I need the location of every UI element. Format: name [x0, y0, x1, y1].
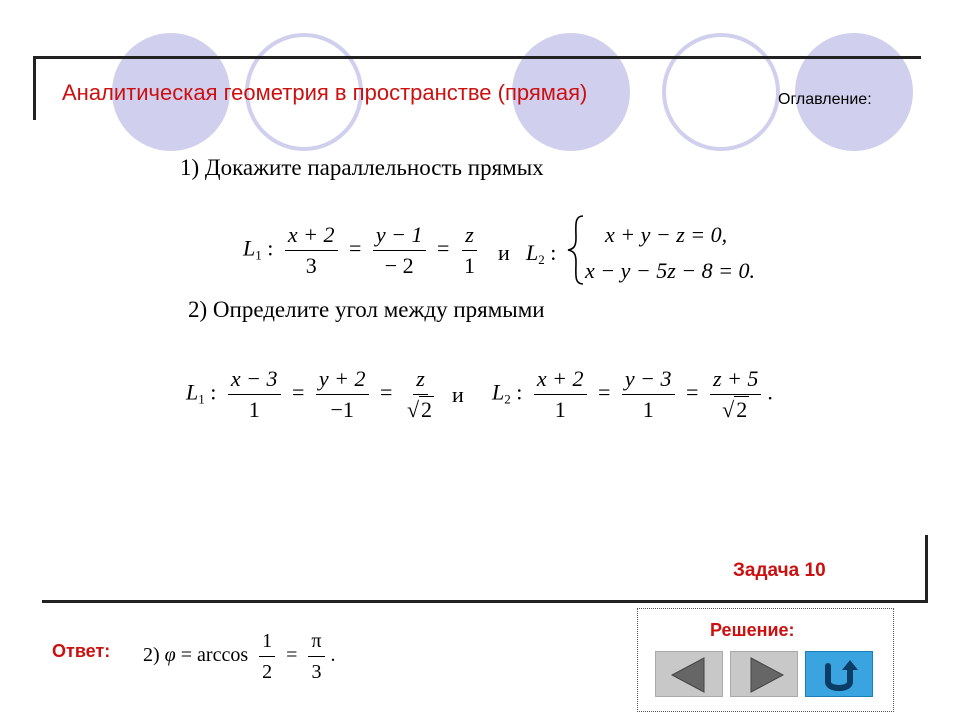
numerator: x + 2: [285, 222, 338, 251]
colon: :: [267, 235, 274, 261]
line-name: L: [526, 240, 539, 265]
line-index: 1: [255, 247, 262, 263]
denominator: 1: [642, 397, 654, 422]
fraction-x: [285, 222, 338, 279]
denominator: −1: [330, 397, 354, 422]
sqrt-symbol: √2: [406, 397, 433, 422]
fraction-x: [228, 366, 281, 423]
task2-line2-formula: [492, 366, 773, 423]
next-button[interactable]: [730, 651, 798, 697]
answer-formula: [143, 628, 336, 685]
system-line-2: x − y − 5z − 8 = 0.: [585, 258, 755, 283]
decor-ring-2: [662, 33, 780, 151]
line-index: 1: [198, 391, 205, 407]
denominator: 1: [248, 397, 260, 422]
denominator: 1: [554, 397, 566, 422]
period: .: [767, 379, 773, 405]
top-rule: [33, 56, 921, 59]
system-brace-icon: [565, 214, 587, 286]
line-index: 2: [504, 391, 511, 407]
fraction-z: [710, 366, 761, 423]
equals-sign: =: [292, 379, 305, 405]
right-rule: [925, 535, 928, 603]
phi-symbol: φ: [164, 644, 176, 667]
numerator: x − 3: [228, 366, 281, 395]
conjunction-text: и: [498, 240, 510, 265]
numerator: y − 1: [373, 222, 426, 251]
denominator: 2: [262, 661, 273, 683]
equals-sign: =: [349, 235, 362, 261]
equals-sign: =: [286, 644, 298, 667]
line-index: 2: [538, 252, 545, 267]
colon: :: [210, 379, 217, 405]
colon: :: [550, 240, 557, 265]
page-title: Аналитическая геометрия в пространстве (прямая): [62, 80, 588, 105]
equals-sign: =: [686, 379, 699, 405]
denominator: 3: [305, 253, 317, 278]
line-name: L: [243, 235, 256, 261]
fraction-y: [316, 366, 369, 423]
fraction-half: [259, 628, 275, 685]
period: .: [330, 644, 336, 667]
sqrt-symbol: √2: [722, 397, 748, 422]
solution-button[interactable]: Решение:: [710, 620, 795, 640]
numerator: z: [462, 222, 477, 251]
denominator: 3: [311, 661, 322, 683]
denominator: [404, 395, 437, 423]
task2-heading: 2) Определите угол между прямыми: [188, 297, 545, 322]
task1-line1-formula: [243, 222, 484, 279]
numerator: z + 5: [710, 366, 761, 395]
colon: :: [516, 379, 523, 405]
arccos-func: arccos: [197, 644, 249, 667]
fraction-y: [373, 222, 426, 279]
task1-heading: 1) Докажите параллельность прямых: [180, 155, 544, 180]
numerator: y − 3: [622, 366, 675, 395]
denominator: − 2: [384, 253, 414, 278]
equals-sign: =: [380, 379, 393, 405]
task2-line1-formula: [186, 366, 443, 423]
equals-sign: =: [180, 644, 193, 667]
radicand: 2: [421, 397, 433, 422]
fraction-x: [534, 366, 587, 423]
system-line-1: x + y − z = 0,: [605, 222, 728, 247]
equals-sign: =: [598, 379, 611, 405]
return-button[interactable]: [805, 651, 873, 697]
return-arrow-icon: [806, 652, 874, 698]
radicand: 2: [736, 397, 748, 422]
numerator: π: [308, 628, 324, 657]
numerator: y + 2: [316, 366, 369, 395]
bottom-rule: [42, 600, 928, 603]
fraction-z: [461, 222, 478, 279]
toc-link[interactable]: Оглавление:: [778, 91, 872, 108]
fraction-pi-third: [308, 628, 324, 685]
numerator: 1: [259, 628, 275, 657]
left-arrow-icon: [656, 652, 724, 698]
denominator: [719, 395, 752, 423]
numerator: z: [413, 366, 428, 395]
task-number-label: Задача 10: [733, 560, 826, 581]
left-rule: [33, 56, 36, 120]
equals-sign: =: [437, 235, 450, 261]
answer-prefix: 2): [143, 644, 160, 667]
task1-line2-formula: [526, 240, 556, 268]
line-name: L: [186, 379, 199, 405]
task1-conjunction: [498, 240, 510, 266]
answer-button[interactable]: Ответ:: [52, 641, 111, 661]
task2-conjunction: [452, 382, 464, 408]
prev-button[interactable]: [655, 651, 723, 697]
conjunction-text: и: [452, 382, 464, 407]
numerator: x + 2: [534, 366, 587, 395]
line-name: L: [492, 379, 505, 405]
fraction-y: [622, 366, 675, 423]
right-arrow-icon: [731, 652, 799, 698]
denominator: 1: [463, 253, 475, 278]
fraction-z: [404, 366, 437, 423]
